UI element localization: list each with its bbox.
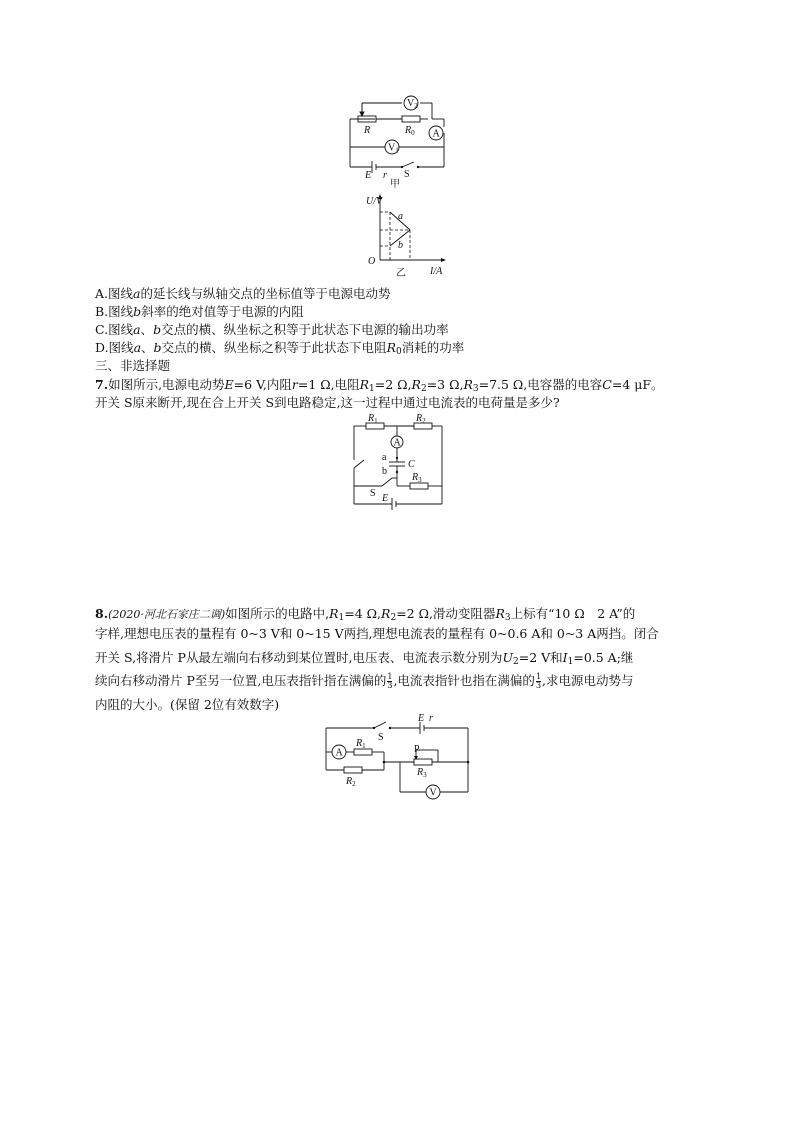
fig-jia-a-label: A — [432, 128, 440, 140]
graph-caption: 乙 — [396, 268, 406, 279]
q7-line1: 7.如图所示,电源电动势E=6 V,内阻r=1 Ω,电阻$R_1=2$ $\Omega,R_2=3$ $\Omega,R_3=7.5$ Ω,电容器的电容C=4 μF。 — [95, 377, 664, 394]
q8-line1: 8.(2020·河北石家庄二调)如图所示的电路中$,R_1=4$ $\Omega,R_2=2$ Ω,滑动变阻器$R_3$上标有“10 Ω 2 A”的 — [95, 606, 636, 623]
graph-line-b-label: b — [398, 240, 403, 251]
graph-origin-label: O — [368, 256, 376, 267]
graph-figure-yi — [362, 192, 452, 278]
q7-fig-c-label: C — [408, 459, 415, 470]
q8-fig-s-label: S — [378, 732, 384, 743]
fig-jia-r0-label: $R_0$ — [405, 125, 415, 137]
fig-jia-s-label: S — [404, 169, 410, 180]
q7-fig-s-label: S — [370, 488, 376, 499]
q7-fig-a-node-label: a — [382, 452, 387, 463]
option-a: A.图线a的延长线与纵轴交点的坐标值等于电源电动势 — [95, 286, 391, 301]
q8-fig-r2-label: $R_2$ — [346, 776, 356, 788]
q8-fig-r3-label: $R_3$ — [417, 767, 427, 779]
fraction-one-third-a: $\frac{1}{3}$ — [387, 672, 393, 690]
q7-fig-r1-label: $R_1$ — [368, 413, 378, 425]
circuit-figure-q8 — [318, 712, 478, 802]
q7-fig-e-label: E — [382, 493, 389, 504]
fig-jia-r-int-label: r — [383, 170, 387, 181]
option-b: B.图线b斜率的绝对值等于电源的内阻 — [95, 304, 304, 319]
fig-jia-v2-label: $V_2$ — [407, 98, 418, 110]
q8-fig-r-label: r — [429, 713, 433, 724]
fig-jia-r-label: R — [364, 125, 371, 136]
q7-fig-b-node-label: b — [382, 466, 387, 477]
q7-line2: 开关 S原来断开,现在合上开关 S到电路稳定,这一过程中通过电流表的电荷量是多少? — [95, 395, 560, 410]
q8-line5: 内阻的大小。(保留 2位有效数字) — [95, 697, 280, 712]
q8-fig-r1-label: $R_1$ — [356, 738, 366, 750]
q8-line3: 开关 S,将滑片 P从最左端向右移动到某位置时,电压表、电流表示数分别为$U_2=2$ V和$I_1=0.5$ A;继 — [95, 650, 634, 667]
q8-fig-e-label: E — [418, 713, 425, 724]
fraction-one-third-b: $\frac{1}{3}$ — [535, 672, 542, 690]
graph-y-axis-label: U/V — [366, 196, 383, 207]
circuit-figure-q7 — [342, 412, 452, 512]
q7-fig-a-label: A — [393, 437, 401, 449]
option-c: C.图线a、b交点的横、纵坐标之积等于此状态下电源的输出功率 — [95, 322, 449, 337]
q8-fig-p-label: P — [414, 744, 420, 755]
fig-jia-e-label: E — [365, 170, 372, 181]
fig-jia-caption: 甲 — [390, 179, 400, 190]
q8-fig-v-label: V — [429, 787, 437, 799]
graph-line-a-label: a — [398, 211, 403, 222]
q8-line4: 续向右移动滑片 P至另一位置,电压表指针指在满偏的 $\frac{1}{3}$ ,电流表指针也指在满偏的 $\frac{1}{3}$ ,求电源电动势与 — [95, 672, 634, 690]
section-heading: 三、非选择题 — [95, 358, 171, 373]
circuit-figure-jia — [340, 95, 450, 190]
q7-fig-r2-label: $R_2$ — [416, 413, 426, 425]
q7-fig-r3-label: $R_3$ — [412, 472, 422, 484]
q8-fig-a-label: A — [335, 747, 343, 759]
q8-line2: 字样,理想电压表的量程有 0~3 V和 0~15 V两挡,理想电流表的量程有 0~0.6 A和 0~3 A两挡。闭合 — [95, 626, 659, 641]
graph-x-axis-label: I/A — [430, 266, 443, 277]
fig-jia-v1-label: $V_1$ — [388, 142, 399, 155]
option-d: D.图线a、b交点的横、纵坐标之积等于此状态下电阻$R_0$消耗的功率 — [95, 340, 465, 357]
